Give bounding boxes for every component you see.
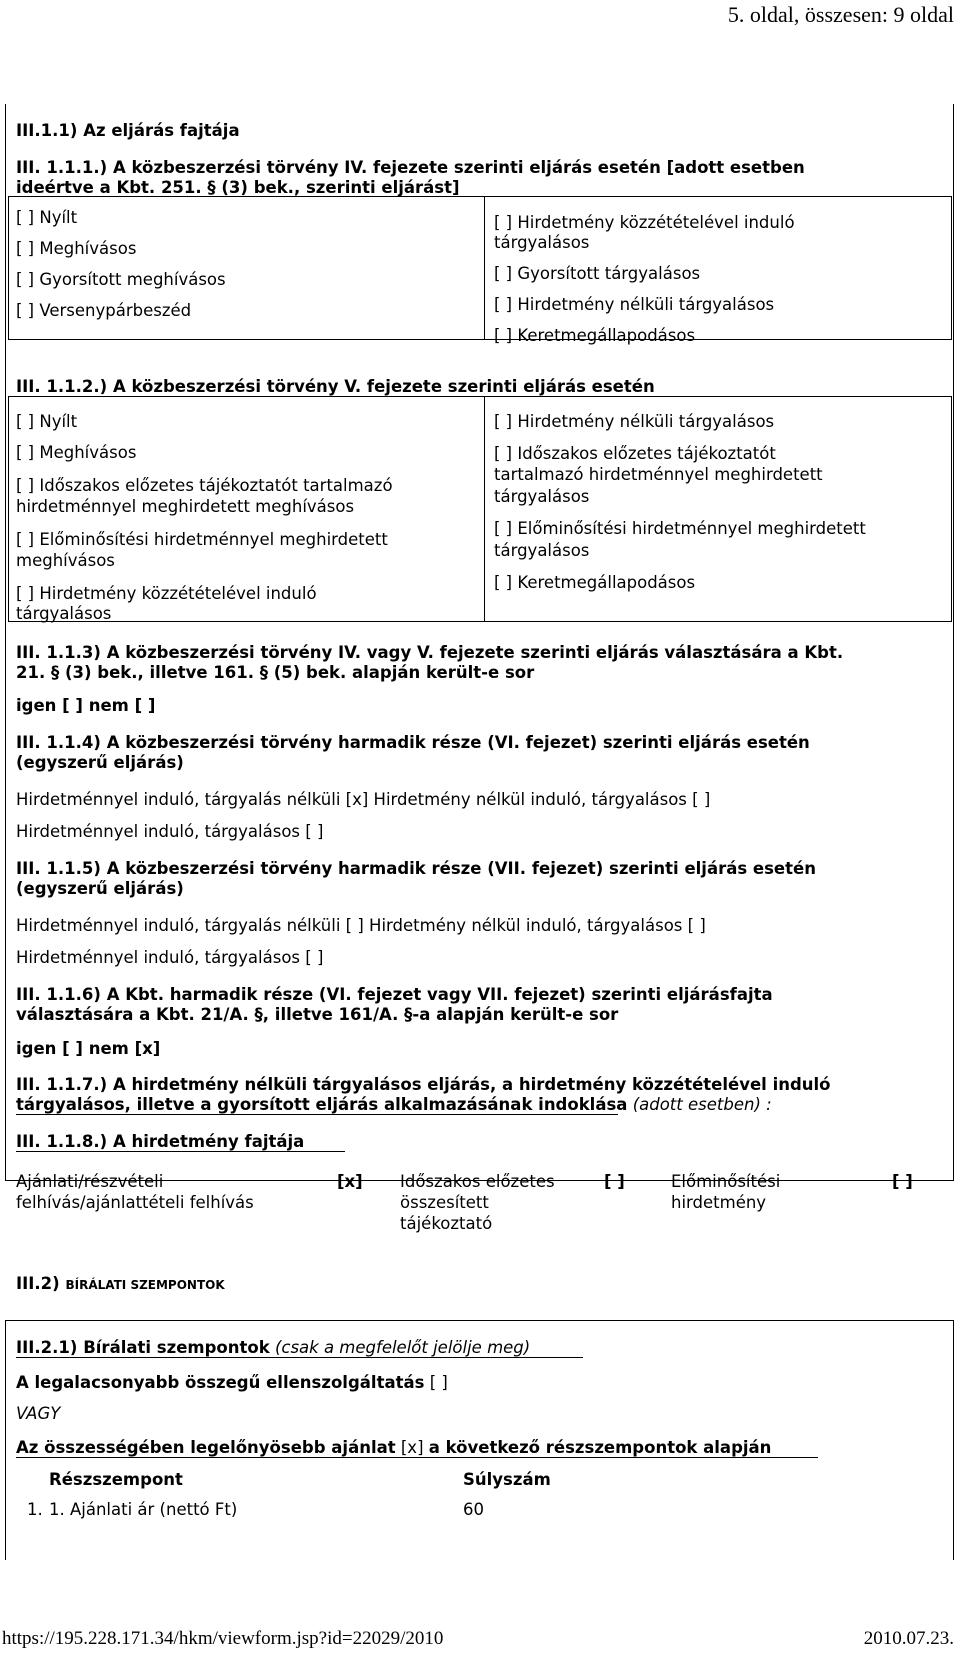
sub2-left-1: [ ] Nyílt (16, 412, 78, 431)
sub2-left-3b: hirdetménnyel meghirdetett meghívásos (16, 497, 355, 516)
sub1-right-1b: tárgyalásos (494, 233, 590, 252)
sub2-right-3: [ ] Előminősítési hirdetménnyel meghirdetett (494, 519, 866, 538)
sub2-left-5: [ ] Hirdetmény közzétételével induló (16, 584, 317, 603)
sub2-left-2: [ ] Meghívásos (16, 443, 137, 462)
sub8-c3-mark: [ ] (892, 1172, 913, 1191)
section-III2-prefix: III.2) (16, 1274, 60, 1293)
sub8-c1-mark: [x] (337, 1172, 363, 1191)
sub2-divider (484, 396, 485, 621)
sub2-left-5b: tárgyalásos (16, 604, 112, 623)
sub7-heading-2-wrap (16, 1095, 772, 1115)
sub6-answer: igen [ ] nem [x] (16, 1039, 161, 1058)
col-criterion: Részszempont (49, 1470, 183, 1489)
sub2-right-2: [ ] Időszakos előzetes tájékoztatót (494, 444, 776, 463)
sub2-left-3: [ ] Időszakos előzetes tájékoztatót tartalmazó (16, 476, 393, 495)
sub5-line-2: Hirdetménnyel induló, tárgyalásos [ ] (16, 948, 324, 967)
criteria-row-criterion: 1. Ajánlati ár (nettó Ft) (49, 1500, 238, 1519)
frame2-left (5, 1320, 6, 1560)
section-title: III.1.1) Az eljárás fajtája (16, 121, 240, 140)
criteria-row-num: 1. (27, 1500, 43, 1519)
criteria-row-weight: 60 (463, 1500, 484, 1519)
sub1-right-1: [ ] Hirdetmény közzétételével induló (494, 213, 795, 232)
sub8-c3-l2: hirdetmény (671, 1193, 767, 1212)
page-header: 5. oldal, összesen: 9 oldal (727, 2, 954, 27)
III21-heading: III.2.1) Bírálati szempontok (16, 1338, 270, 1357)
sub7-underline (16, 1114, 618, 1115)
best-underline (16, 1457, 818, 1458)
best-wrap (16, 1438, 771, 1458)
sub8-heading: III. 1.1.8.) A hirdetmény fajtája (16, 1132, 305, 1151)
section-III2-title: BÍRÁLATI SZEMPONTOK (65, 1278, 225, 1292)
sub7-note: (adott esetben) : (632, 1095, 772, 1114)
section-III2-title-wrap (16, 1274, 225, 1295)
sub3-heading-2: 21. § (3) bek., illetve 161. § (5) bek. alapján került-e sor (16, 663, 535, 682)
lowest-wrap (16, 1373, 448, 1393)
sub6-heading-1: III. 1.1.6) A Kbt. harmadik része (VI. fejezet vagy VII. fejezet) szerinti eljárásfajta (16, 985, 773, 1004)
sub5-heading-2: (egyszerű eljárás) (16, 879, 184, 898)
sub8-c2-l3: tájékoztató (400, 1214, 493, 1233)
col-weight: Súlyszám (463, 1470, 551, 1489)
sub1-divider (484, 196, 485, 339)
sub2-left-4b: meghívásos (16, 551, 115, 570)
sub3-heading-1: III. 1.1.3) A közbeszerzési törvény IV. vagy V. fejezete szerinti eljárás választására a Kbt. (16, 643, 844, 662)
sub7-heading-2: tárgyalásos, illetve a gyorsított eljárás alkalmazásának indoklása (16, 1095, 628, 1114)
lowest-mark: [ ] (429, 1373, 448, 1392)
or-label: VAGY (16, 1404, 61, 1423)
sub2-right-3b: tárgyalásos (494, 541, 590, 560)
best-mark: [x] (400, 1438, 424, 1457)
sub8-c2-mark: [ ] (604, 1172, 625, 1191)
sub1-heading-2: ideértve a Kbt. 251. § (3) bek., szerinti eljárást] (16, 178, 460, 197)
sub2-heading: III. 1.1.2.) A közbeszerzési törvény V. fejezete szerinti eljárás esetén (16, 377, 655, 396)
sub5-line-1: Hirdetménnyel induló, tárgyalás nélküli [ ] Hirdetmény nélkül induló, tárgyalásos [ ] (16, 916, 706, 935)
sub7-heading-1: III. 1.1.7.) A hirdetmény nélküli tárgyalásos eljárás, a hirdetmény közzétételével induló (16, 1075, 831, 1094)
sub1-left-2: [ ] Meghívásos (16, 239, 137, 258)
frame-left (5, 104, 6, 1180)
footer-date: 2010.07.23. (863, 1628, 954, 1649)
sub3-answer: igen [ ] nem [ ] (16, 696, 156, 715)
sub1-right-4: [ ] Keretmegállapodásos (494, 326, 696, 345)
sub1-left-1: [ ] Nyílt (16, 208, 78, 227)
sub8-c2-l1: Időszakos előzetes (400, 1172, 555, 1191)
sub4-heading-1: III. 1.1.4) A közbeszerzési törvény harmadik része (VI. fejezet) szerinti eljárás esetén (16, 733, 810, 752)
III21-heading-wrap (16, 1338, 530, 1358)
sub1-right-2: [ ] Gyorsított tárgyalásos (494, 264, 701, 283)
sub4-line-2: Hirdetménnyel induló, tárgyalásos [ ] (16, 822, 324, 841)
sub6-heading-2: választására a Kbt. 21/A. §, illetve 161/A. §-a alapján került-e sor (16, 1005, 619, 1024)
sub2-left-4: [ ] Előminősítési hirdetménnyel meghirdetett (16, 530, 388, 549)
frame-right (953, 104, 954, 1180)
III21-note: (csak a megfelelőt jelölje meg) (274, 1338, 531, 1357)
best-label-2: a következő részszempontok alapján (428, 1438, 772, 1457)
sub1-right-3: [ ] Hirdetmény nélküli tárgyalásos (494, 295, 775, 314)
frame2-right (953, 1320, 954, 1560)
sub1-left-4: [ ] Versenypárbeszéd (16, 301, 192, 320)
sub8-c1-l2: felhívás/ajánlattételi felhívás (16, 1193, 254, 1212)
frame2-top (5, 1320, 954, 1321)
sub8-c2-l2: összesített (400, 1193, 489, 1212)
sub1-left-3: [ ] Gyorsított meghívásos (16, 270, 226, 289)
sub4-line-1: Hirdetménnyel induló, tárgyalás nélküli [x] Hirdetmény nélkül induló, tárgyalásos [ ] (16, 790, 711, 809)
sub8-c3-l1: Előminősítési (671, 1172, 781, 1191)
sub2-right-4: [ ] Keretmegállapodásos (494, 573, 696, 592)
III21-underline (16, 1357, 583, 1358)
lowest-label: A legalacsonyabb összegű ellenszolgáltatás (16, 1373, 425, 1392)
sub8-underline (16, 1151, 345, 1152)
sub8-c1-l1: Ajánlati/részvételi (16, 1172, 164, 1191)
sub2-right-2c: tárgyalásos (494, 487, 590, 506)
sub2-right-1: [ ] Hirdetmény nélküli tárgyalásos (494, 412, 775, 431)
sub2-right-2b: tartalmazó hirdetménnyel meghirdetett (494, 465, 823, 484)
footer-url: https://195.228.171.34/hkm/viewform.jsp?id=22029/2010 (2, 1628, 444, 1649)
sub1-heading-1: III. 1.1.1.) A közbeszerzési törvény IV. fejezete szerinti eljárás esetén [adott esetben (16, 158, 805, 177)
best-label: Az összességében legelőnyösebb ajánlat (16, 1438, 396, 1457)
sub5-heading-1: III. 1.1.5) A közbeszerzési törvény harmadik része (VII. fejezet) szerinti eljárás esetén (16, 859, 816, 878)
sub4-heading-2: (egyszerű eljárás) (16, 753, 184, 772)
